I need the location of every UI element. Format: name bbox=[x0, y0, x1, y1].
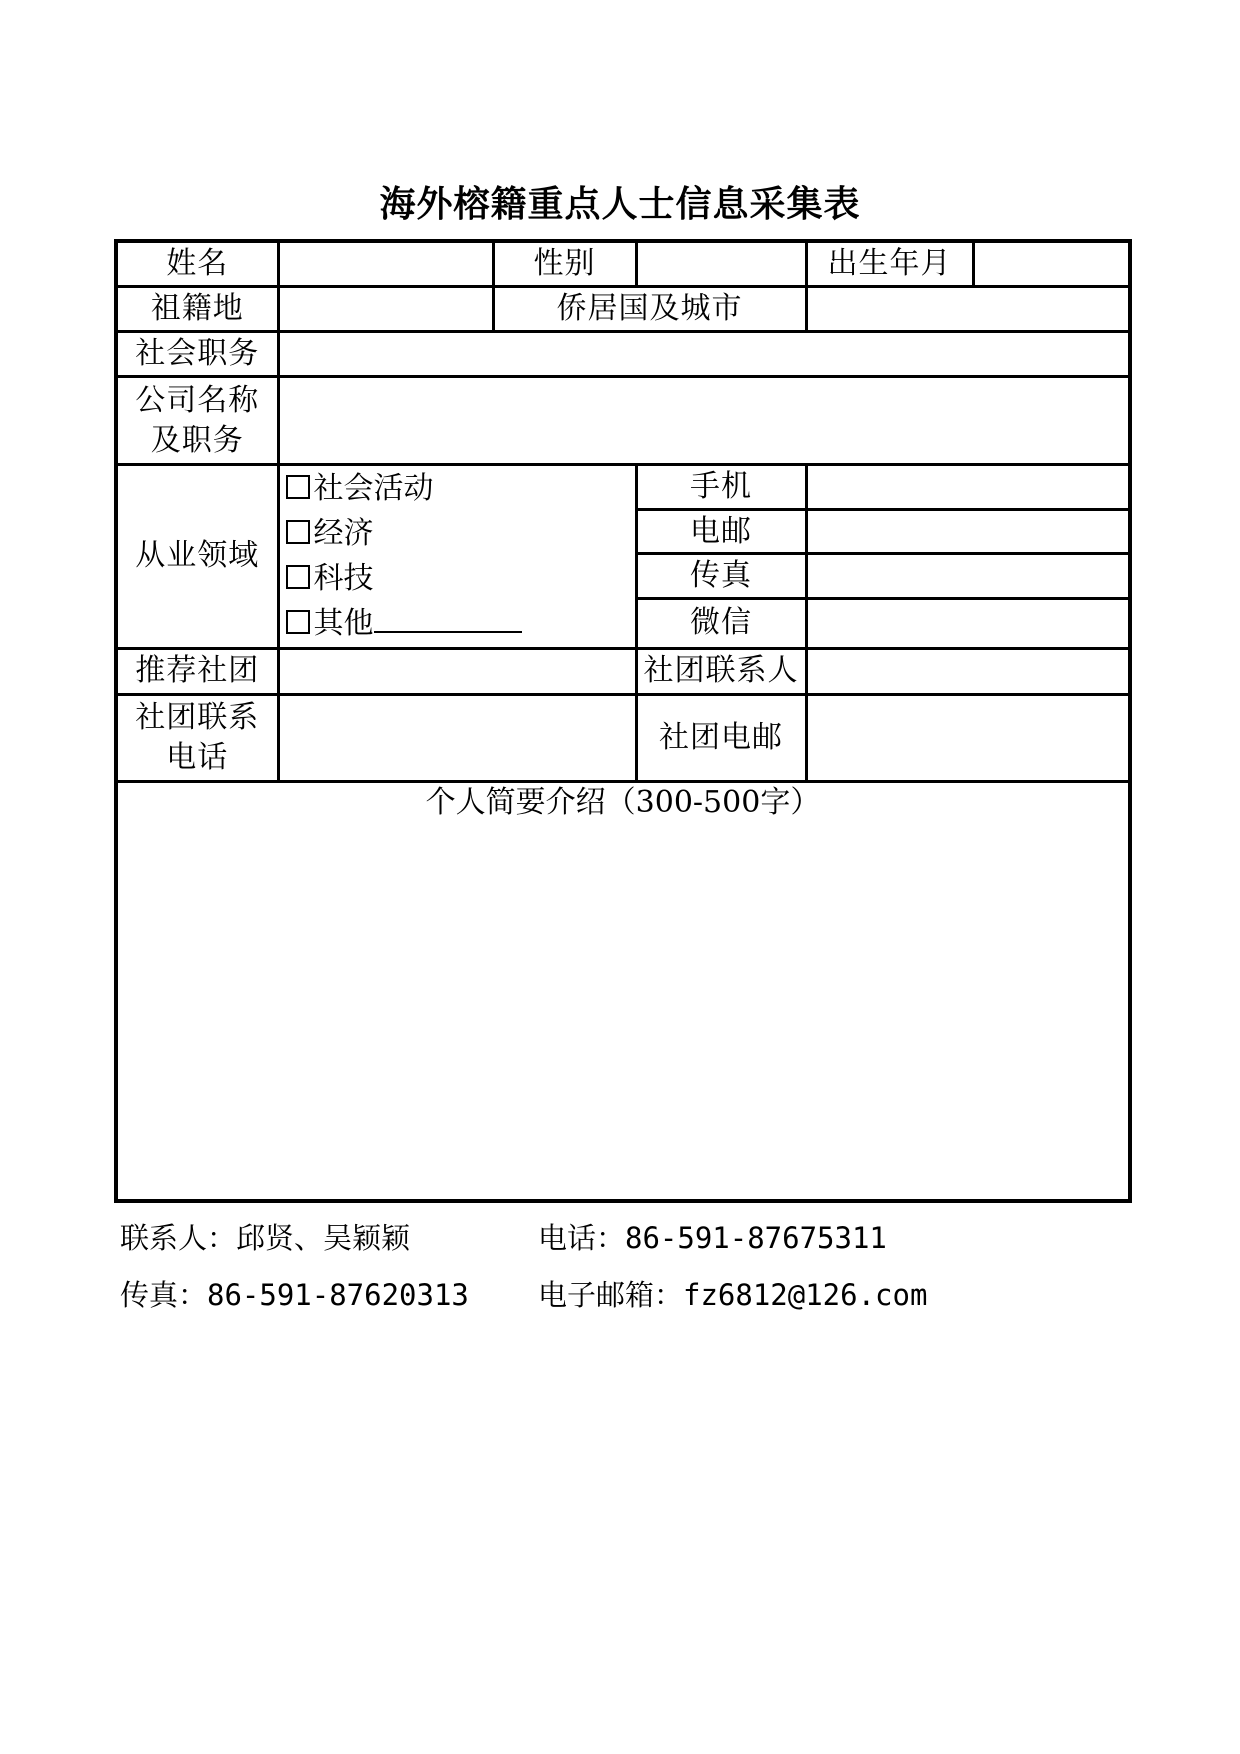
option-social-activity[interactable] bbox=[286, 466, 635, 511]
fax-field[interactable] bbox=[806, 554, 1130, 599]
company-field[interactable] bbox=[278, 376, 1130, 464]
social-position-field[interactable] bbox=[278, 331, 1130, 376]
hometown-label: 祖籍地 bbox=[116, 286, 278, 331]
other-blank-line[interactable] bbox=[374, 601, 522, 633]
group-phone-label-line1: 社团联系 bbox=[135, 699, 260, 735]
email-label: 电邮 bbox=[636, 509, 806, 554]
residence-field[interactable] bbox=[806, 286, 1130, 331]
mobile-label: 手机 bbox=[636, 465, 806, 510]
company-label-line2: 及职务 bbox=[150, 422, 244, 458]
group-phone-label bbox=[116, 694, 278, 781]
info-form bbox=[114, 239, 1132, 1203]
option-technology[interactable] bbox=[286, 556, 635, 601]
intro-label: 个人简要介绍（300-500字） bbox=[425, 785, 821, 821]
wechat-field[interactable] bbox=[806, 599, 1130, 649]
page-title: 海外榕籍重点人士信息采集表 bbox=[379, 183, 861, 225]
recommend-group-label: 推荐社团 bbox=[116, 648, 278, 694]
option-label: 其他 bbox=[313, 606, 374, 642]
company-label-line1: 公司名称 bbox=[135, 382, 260, 418]
footer-email: 电子邮箱：fz6812@126.com bbox=[538, 1278, 928, 1312]
footer-phone: 电话：86-591-87675311 bbox=[538, 1221, 887, 1255]
option-other[interactable] bbox=[286, 601, 635, 646]
name-label: 姓名 bbox=[116, 241, 278, 286]
company-label bbox=[116, 376, 278, 464]
fax-label: 传真 bbox=[636, 554, 806, 599]
option-label: 经济 bbox=[313, 516, 374, 552]
checkbox-icon[interactable] bbox=[286, 475, 310, 499]
field-options bbox=[278, 465, 636, 649]
wechat-label: 微信 bbox=[636, 599, 806, 649]
group-contact-field[interactable] bbox=[806, 648, 1130, 694]
group-contact-label: 社团联系人 bbox=[636, 648, 806, 694]
group-phone-field[interactable] bbox=[278, 694, 636, 781]
option-economy[interactable] bbox=[286, 511, 635, 556]
group-phone-label-line2: 电话 bbox=[166, 739, 229, 775]
checkbox-icon[interactable] bbox=[286, 610, 310, 634]
gender-label: 性别 bbox=[493, 241, 636, 286]
checkbox-icon[interactable] bbox=[286, 565, 310, 589]
footer-line-2 bbox=[120, 1273, 928, 1314]
group-email-field[interactable] bbox=[806, 694, 1130, 781]
footer-fax: 传真：86-591-87620313 bbox=[120, 1278, 469, 1312]
group-email-label: 社团电邮 bbox=[636, 694, 806, 781]
intro-area[interactable] bbox=[116, 782, 1130, 1201]
footer-contact: 联系人：邱贤、吴颖颖 bbox=[120, 1221, 411, 1255]
checkbox-icon[interactable] bbox=[286, 520, 310, 544]
birth-field[interactable] bbox=[973, 241, 1130, 286]
option-label: 社会活动 bbox=[313, 471, 434, 507]
birth-label: 出生年月 bbox=[806, 241, 973, 286]
gender-field[interactable] bbox=[636, 241, 806, 286]
residence-label: 侨居国及城市 bbox=[493, 286, 806, 331]
email-field[interactable] bbox=[806, 509, 1130, 554]
name-field[interactable] bbox=[278, 241, 493, 286]
recommend-group-field[interactable] bbox=[278, 648, 636, 694]
social-position-label: 社会职务 bbox=[116, 331, 278, 376]
option-label: 科技 bbox=[313, 561, 374, 597]
mobile-field[interactable] bbox=[806, 465, 1130, 510]
footer-line-1 bbox=[120, 1216, 887, 1257]
field-label: 从业领域 bbox=[116, 465, 278, 649]
hometown-field[interactable] bbox=[278, 286, 493, 331]
